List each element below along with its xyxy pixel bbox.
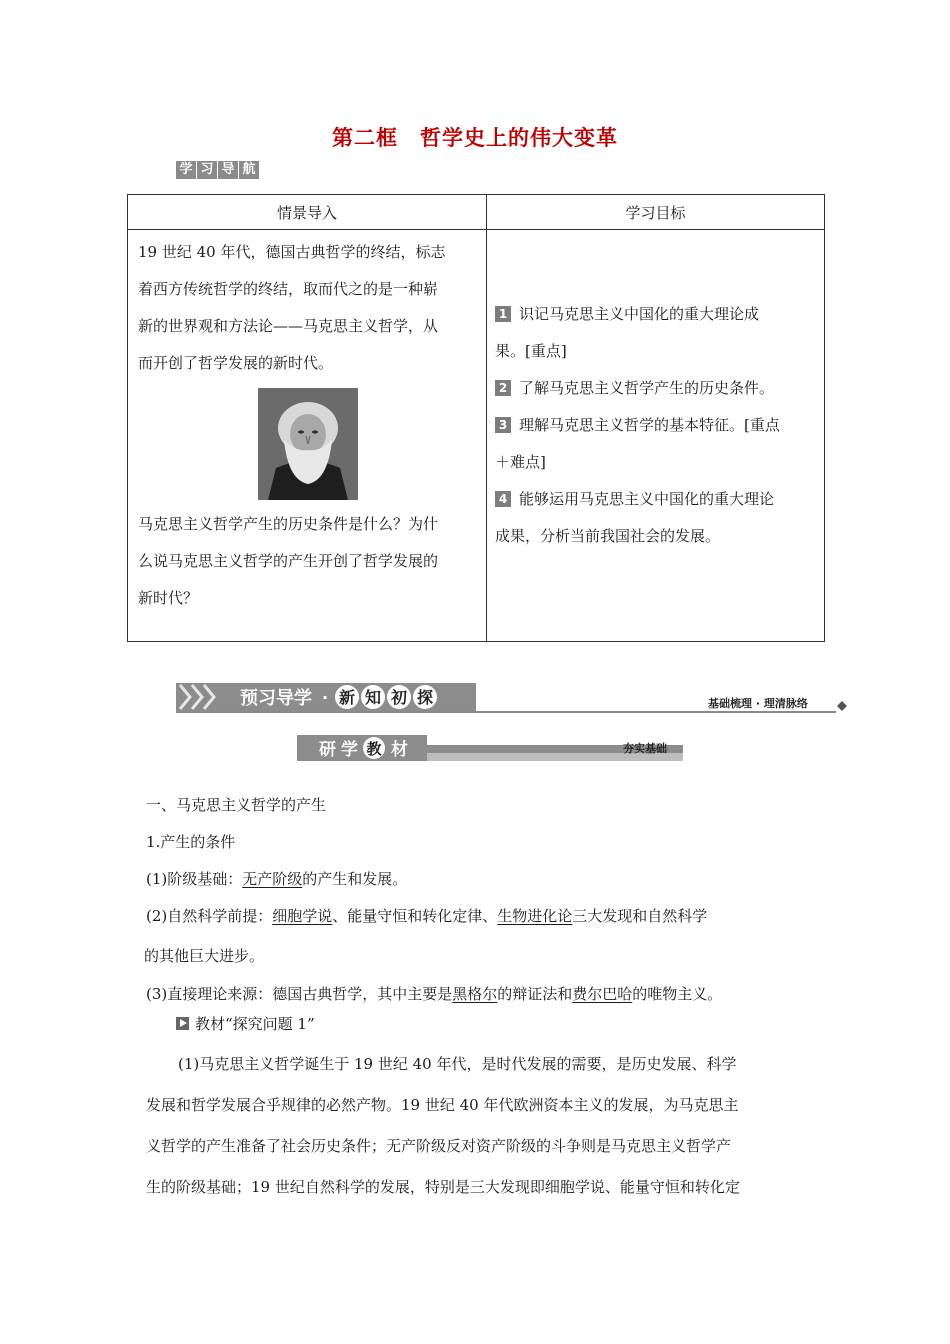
banner-char: 研 bbox=[319, 740, 336, 760]
badge-char: 习 bbox=[197, 161, 217, 179]
goal-number: 3 bbox=[495, 417, 511, 433]
goal-number: 2 bbox=[495, 380, 511, 396]
goal-item bbox=[495, 407, 818, 444]
question-line: 么说马克思主义哲学的产生开创了哲学发展的 bbox=[138, 552, 439, 570]
goal-text-continued: 果。[重点] bbox=[495, 342, 567, 360]
learning-goals-cell bbox=[487, 230, 825, 642]
play-triangle-icon bbox=[176, 1017, 189, 1030]
paragraph-line: 发展和哲学发展合乎规律的必然产物。19 世纪 40 年代欧洲资本主义的发展，为马克思主 bbox=[146, 1096, 739, 1114]
study-material-banner bbox=[297, 735, 683, 763]
banner-char: 探 bbox=[416, 688, 434, 707]
banner-dot: · bbox=[322, 688, 329, 707]
goal-text: 了解马克思主义哲学产生的历史条件。 bbox=[519, 379, 775, 397]
condition-theory-source bbox=[146, 983, 722, 1004]
preview-section-banner bbox=[176, 681, 848, 715]
banner-char: 教 bbox=[366, 740, 382, 758]
header-learning-goals: 学习目标 bbox=[487, 195, 825, 230]
scene-line: 着西方传统哲学的终结，取而代之的是一种崭 bbox=[138, 280, 439, 298]
text: 的产生和发展。 bbox=[302, 870, 408, 888]
banner-right-text: 夯实基础 bbox=[623, 742, 667, 755]
condition-science bbox=[146, 905, 707, 926]
study-guide-badge bbox=[176, 161, 259, 179]
marker-text: 教材“探究问题 1” bbox=[195, 1015, 315, 1033]
banner-left-text: 预习导学 bbox=[240, 688, 312, 709]
badge-char: 导 bbox=[218, 161, 238, 179]
paragraph-line: 义哲学的产生准备了社会历史条件；无产阶级反对资产阶级的斗争则是马克思主义哲学产 bbox=[146, 1137, 732, 1155]
diamond-icon bbox=[837, 701, 847, 711]
goal-text-continued: 成果，分析当前我国社会的发展。 bbox=[495, 527, 721, 545]
paragraph-line: 生的阶级基础；19 世纪自然科学的发展，特别是三大发现即细胞学说、能量守恒和转化定 bbox=[146, 1178, 740, 1196]
goal-text: 识记马克思主义中国化的重大理论成 bbox=[519, 305, 760, 323]
goal-number: 4 bbox=[495, 491, 511, 507]
banner-char: 材 bbox=[391, 740, 408, 760]
text: 的唯物主义。 bbox=[632, 985, 723, 1003]
text: 的辩证法和 bbox=[497, 985, 573, 1003]
study-guide-table bbox=[127, 194, 825, 642]
subsection-heading: 1.产生的条件 bbox=[146, 833, 236, 851]
text: (3)直接理论来源：德国古典哲学，其中主要是 bbox=[146, 985, 453, 1003]
goal-item bbox=[495, 296, 818, 333]
question-line: 新时代？ bbox=[138, 589, 199, 607]
condition-class-basis bbox=[146, 868, 407, 889]
question-line: 马克思主义哲学产生的历史条件是什么？为什 bbox=[138, 515, 439, 533]
goal-text: 能够运用马克思主义中国化的重大理论 bbox=[519, 490, 775, 508]
textbook-marker bbox=[176, 1013, 315, 1034]
banner-char: 新 bbox=[338, 688, 356, 707]
condition-science-continued: 的其他巨大进步。 bbox=[144, 947, 265, 965]
scene-line: 而开创了哲学发展的新时代。 bbox=[138, 354, 334, 372]
underlined-answer: 黑格尔 bbox=[452, 985, 498, 1003]
goal-number: 1 bbox=[495, 306, 511, 322]
goal-item bbox=[495, 370, 818, 407]
scene-line: 新的世界观和方法论——马克思主义哲学，从 bbox=[138, 317, 439, 335]
badge-char: 航 bbox=[239, 161, 259, 179]
scene-intro-cell bbox=[128, 230, 487, 642]
section-heading: 一、马克思主义哲学的产生 bbox=[146, 796, 327, 814]
underlined-answer: 生物进化论 bbox=[497, 907, 573, 925]
banner-char: 学 bbox=[341, 740, 358, 760]
banner-char: 初 bbox=[390, 688, 408, 707]
text: 、能量守恒和转化定律、 bbox=[332, 907, 498, 925]
text: 三大发现和自然科学 bbox=[572, 907, 708, 925]
text: (2)自然科学前提： bbox=[146, 907, 273, 925]
header-scene-intro: 情景导入 bbox=[128, 195, 487, 230]
underlined-answer: 费尔巴哈 bbox=[572, 985, 633, 1003]
scene-line: 19 世纪 40 年代，德国古典哲学的终结，标志 bbox=[138, 243, 446, 261]
underlined-answer: 无产阶级 bbox=[242, 870, 303, 888]
banner-right-text: 基础梳理 · 理清脉络 bbox=[708, 697, 808, 710]
goal-text-continued: ＋难点] bbox=[495, 453, 546, 471]
goal-text: 理解马克思主义哲学的基本特征。[重点 bbox=[519, 416, 780, 434]
underlined-answer: 细胞学说 bbox=[272, 907, 333, 925]
goal-item bbox=[495, 481, 818, 518]
page-title: 第二框 哲学史上的伟大变革 bbox=[332, 126, 618, 150]
banner-char: 知 bbox=[364, 688, 382, 707]
marx-portrait-image bbox=[258, 388, 358, 500]
text: (1)阶级基础： bbox=[146, 870, 243, 888]
badge-char: 学 bbox=[176, 161, 196, 179]
paragraph-line: (1)马克思主义哲学诞生于 19 世纪 40 年代，是时代发展的需要，是历史发展、科学 bbox=[178, 1055, 737, 1073]
